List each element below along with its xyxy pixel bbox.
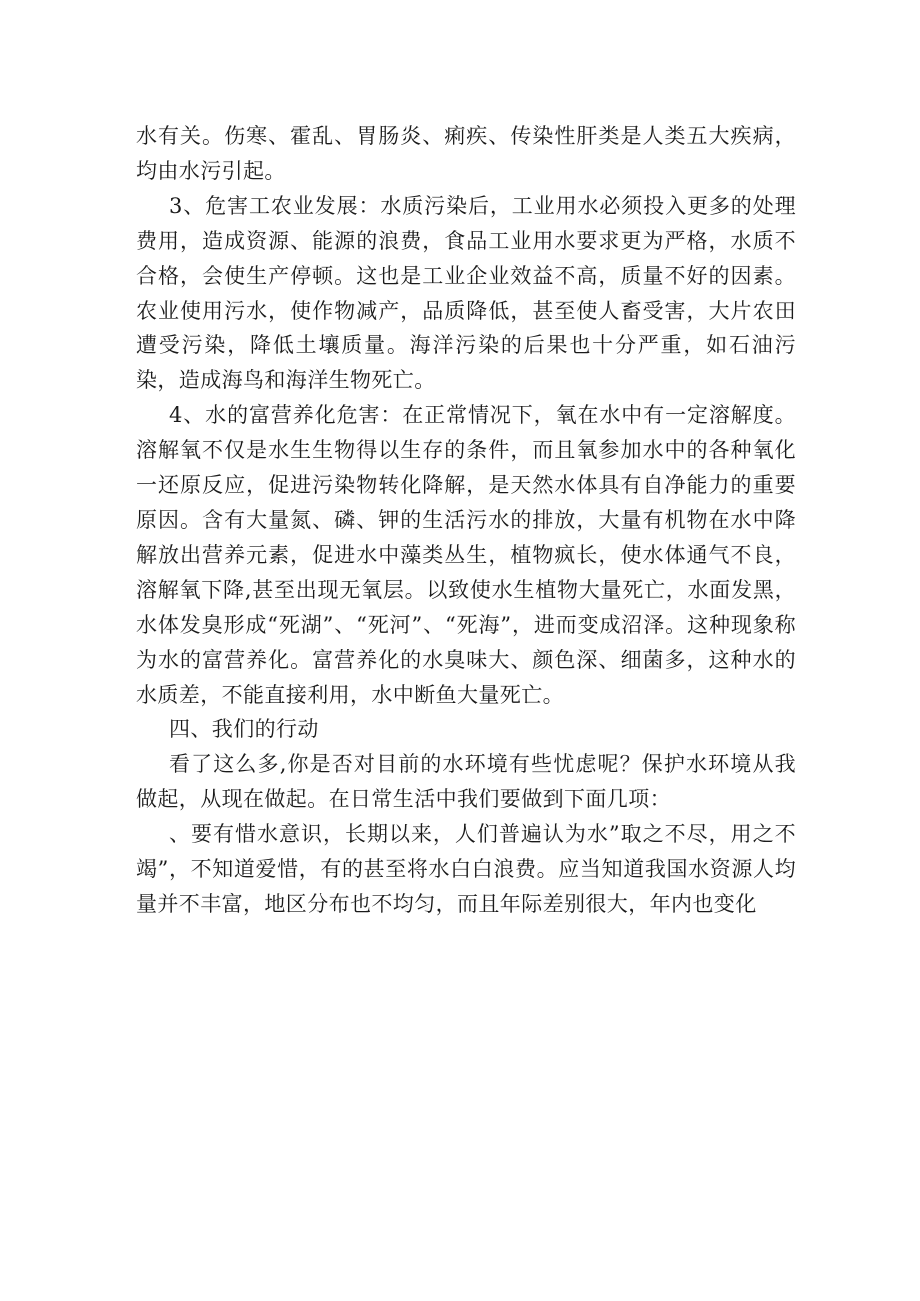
section-heading-our-actions: 四、我们的行动 <box>169 717 319 742</box>
paragraph-industry-agriculture-harm: 3、危害工农业发展：水质污染后，工业用水必须投入更多的处理费用，造成资源、能源的浪费，食品工业用水要求更为严格，水质不合格，会使生产停顿。这也是工业企业效益不高，质量不好的因素。农业使用污水，使作物减产，品质降低，甚至使人畜受害，大片农田遭受污染，降低土壤质量。海洋污染的后果也十分严重，如石油污染，造成海鸟和海洋生物死亡。 <box>136 193 796 393</box>
paragraph-actions-intro: 看了这么多,你是否对目前的水环境有些忧虑呢？保护水环境从我做起，从现在做起。在日常生活中我们要做到下面几项： <box>136 752 796 812</box>
paragraph-eutrophication-harm: 4、水的富营养化危害：在正常情况下，氧在水中有一定溶解度。溶解氧不仅是水生生物得以生存的条件，而且氧参加水中的各种氧化一还原反应，促进污染物转化降解，是天然水体具有自净能力的重要原因。含有大量氮、磷、钾的生活污水的排放，大量有机物在水中降解放出营养元素，促进水中藻类丛生，植物疯长，使水体通气不良，溶解氧下降,甚至出现无氧层。以致使水生植物大量死亡，水面发黑，水体发臭形成“死湖”、“死河”、“死海”，进而变成沼泽。这种现象称为水的富营养化。富营养化的水臭味大、颜色深、细菌多，这种水的水质差，不能直接利用，水中断鱼大量死亡。 <box>136 403 796 707</box>
document-body <box>136 119 796 922</box>
paragraph-disease-continuation: 水有关。伤寒、霍乱、胃肠炎、痢疾、传染性肝类是人类五大疾病，均由水污引起。 <box>136 124 796 183</box>
paragraph-save-water-awareness: 、要有惜水意识，长期以来，人们普遍认为水”取之不尽，用之不竭”，不知道爱惜，有的甚至将水白白浪费。应当知道我国水资源人均量并不丰富，地区分布也不均匀，而且年际差别很大，年内也变化 <box>136 822 796 916</box>
